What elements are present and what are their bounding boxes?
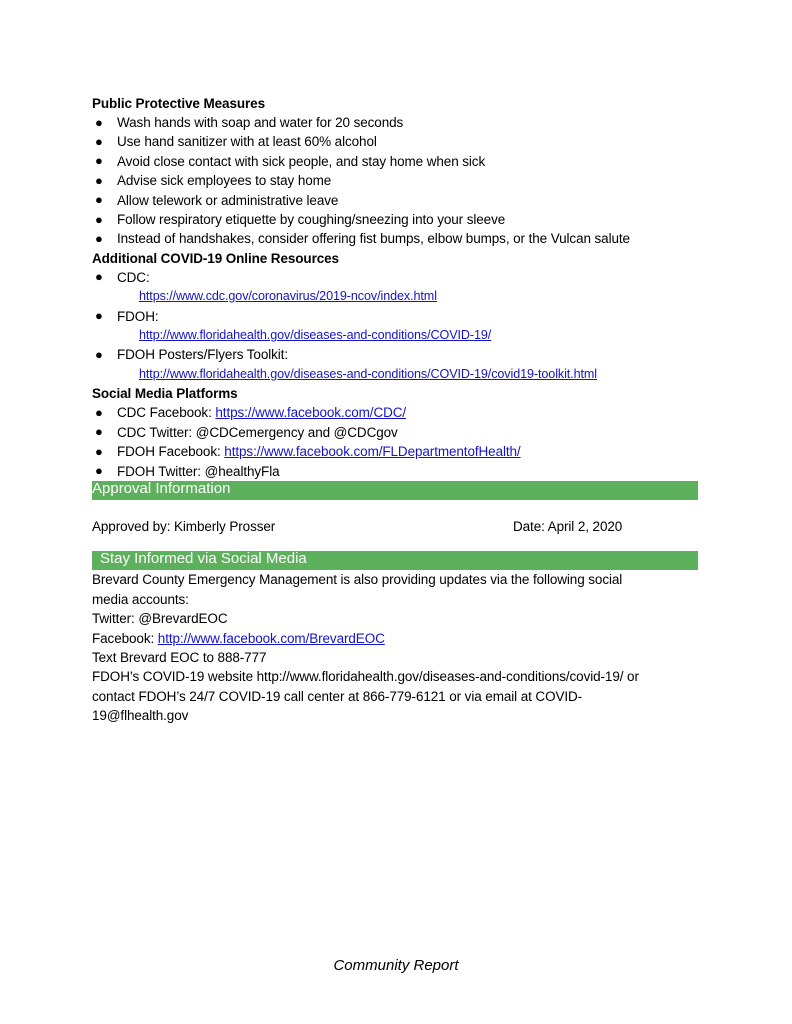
bullet-icon: ●	[95, 192, 103, 208]
bullet-icon: ●	[95, 346, 103, 362]
banner-approval-information	[92, 481, 698, 500]
approval-date-text: Date: April 2, 2020	[513, 518, 623, 534]
social-label: CDC Facebook:	[117, 405, 216, 421]
resource-label: FDOH:	[117, 308, 159, 324]
bullet-icon: ●	[95, 230, 103, 246]
resource-link-fdoh-toolkit[interactable]: http://www.floridahealth.gov/diseases-and-conditions/COVID-19/covid19-toolkit.html	[139, 366, 597, 381]
resource-label: FDOH Posters/Flyers Toolkit:	[117, 347, 288, 363]
approved-by-text: Approved by: Kimberly Prosser	[92, 518, 276, 534]
bullet-icon: ●	[95, 114, 103, 130]
list-item	[92, 132, 698, 151]
list-item	[92, 229, 698, 248]
brevard-eoc-facebook-link[interactable]: http://www.facebook.com/BrevardEOC	[157, 630, 385, 646]
social-link-cdc-facebook[interactable]: https://www.facebook.com/CDC/	[215, 405, 407, 421]
resource-link-cdc[interactable]: https://www.cdc.gov/coronavirus/2019-ncov/index.html	[139, 289, 437, 304]
resource-link-fdoh[interactable]: http://www.floridahealth.gov/diseases-and-conditions/COVID-19/	[139, 328, 492, 343]
list-item	[92, 423, 698, 442]
list-item-text: Wash hands with soap and water for 20 seconds	[117, 115, 404, 130]
list-item	[92, 307, 698, 346]
social-label: CDC Twitter: @CDCemergency and @CDCgov	[117, 424, 398, 440]
stay-informed-intro-line-1: Brevard County Emergency Management is also providing updates via the following social	[92, 572, 623, 588]
list-item-text: Use hand sanitizer with at least 60% alcohol	[117, 134, 377, 150]
stay-informed-intro-line-2: media accounts:	[92, 591, 189, 607]
fdoh-info-line-3: 19@flhealth.gov	[92, 708, 189, 724]
list-item-text: Instead of handshakes, consider offering fist bumps, elbow bumps, or the Vulcan salute	[117, 231, 630, 247]
list-item	[92, 403, 698, 422]
list-item	[92, 345, 698, 384]
banner-approval-title: Approval Information	[92, 480, 231, 497]
list-item-text: Advise sick employees to stay home	[117, 173, 332, 189]
list-item-text: Follow respiratory etiquette by coughing/sneezing into your sleeve	[117, 212, 506, 228]
list-item	[92, 152, 698, 171]
banner-stay-informed-title: Stay Informed via Social Media	[100, 551, 307, 568]
list-item	[92, 442, 698, 461]
stay-informed-twitter-line: Twitter: @BrevardEOC	[92, 611, 228, 627]
bullet-icon: ●	[95, 308, 103, 324]
list-item	[92, 210, 698, 229]
banner-stay-informed	[92, 551, 698, 570]
bullet-icon: ●	[95, 269, 103, 285]
bullet-icon: ●	[95, 211, 103, 227]
stay-informed-facebook-line	[92, 629, 698, 648]
list-item	[92, 113, 698, 132]
social-link-fdoh-facebook[interactable]: https://www.facebook.com/FLDepartmentofHealth/	[224, 444, 521, 460]
list-social-media-platforms	[92, 403, 698, 481]
heading-public-protective-measures: Public Protective Measures	[92, 96, 265, 111]
stay-informed-text-line: Text Brevard EOC to 888-777	[92, 649, 267, 665]
bullet-icon: ●	[95, 172, 103, 188]
bullet-icon: ●	[95, 153, 103, 169]
heading-social-media-platforms: Social Media Platforms	[92, 386, 238, 402]
list-item-text: Avoid close contact with sick people, and stay home when sick	[117, 153, 486, 169]
list-item	[92, 171, 698, 190]
list-item	[92, 268, 698, 307]
list-item	[92, 191, 698, 210]
bullet-icon: ●	[95, 404, 103, 420]
social-label: FDOH Twitter: @healthyFla	[117, 463, 280, 479]
list-item	[92, 462, 698, 481]
fdoh-info-line-2: contact FDOH’s 24/7 COVID-19 call center at 866-779-6121 or via email at COVID-	[92, 688, 583, 704]
bullet-icon: ●	[95, 443, 103, 459]
resource-label: CDC:	[117, 269, 150, 285]
list-online-resources	[92, 268, 698, 384]
bullet-icon: ●	[95, 133, 103, 149]
fdoh-info-line-1: FDOH’s COVID-19 website http://www.floridahealth.gov/diseases-and-conditions/covid-19/ or	[92, 669, 639, 685]
social-label: FDOH Facebook:	[117, 444, 225, 460]
document-body	[92, 94, 698, 726]
heading-additional-online-resources: Additional COVID-19 Online Resources	[92, 250, 339, 266]
page-footer: Community Report	[333, 957, 459, 974]
bullet-icon: ●	[95, 463, 103, 478]
stay-informed-body	[92, 570, 698, 725]
list-public-protective-measures	[92, 113, 698, 249]
facebook-label: Facebook:	[92, 630, 158, 646]
list-item-text: Allow telework or administrative leave	[117, 192, 339, 208]
bullet-icon: ●	[95, 424, 103, 440]
approval-row	[92, 517, 698, 536]
